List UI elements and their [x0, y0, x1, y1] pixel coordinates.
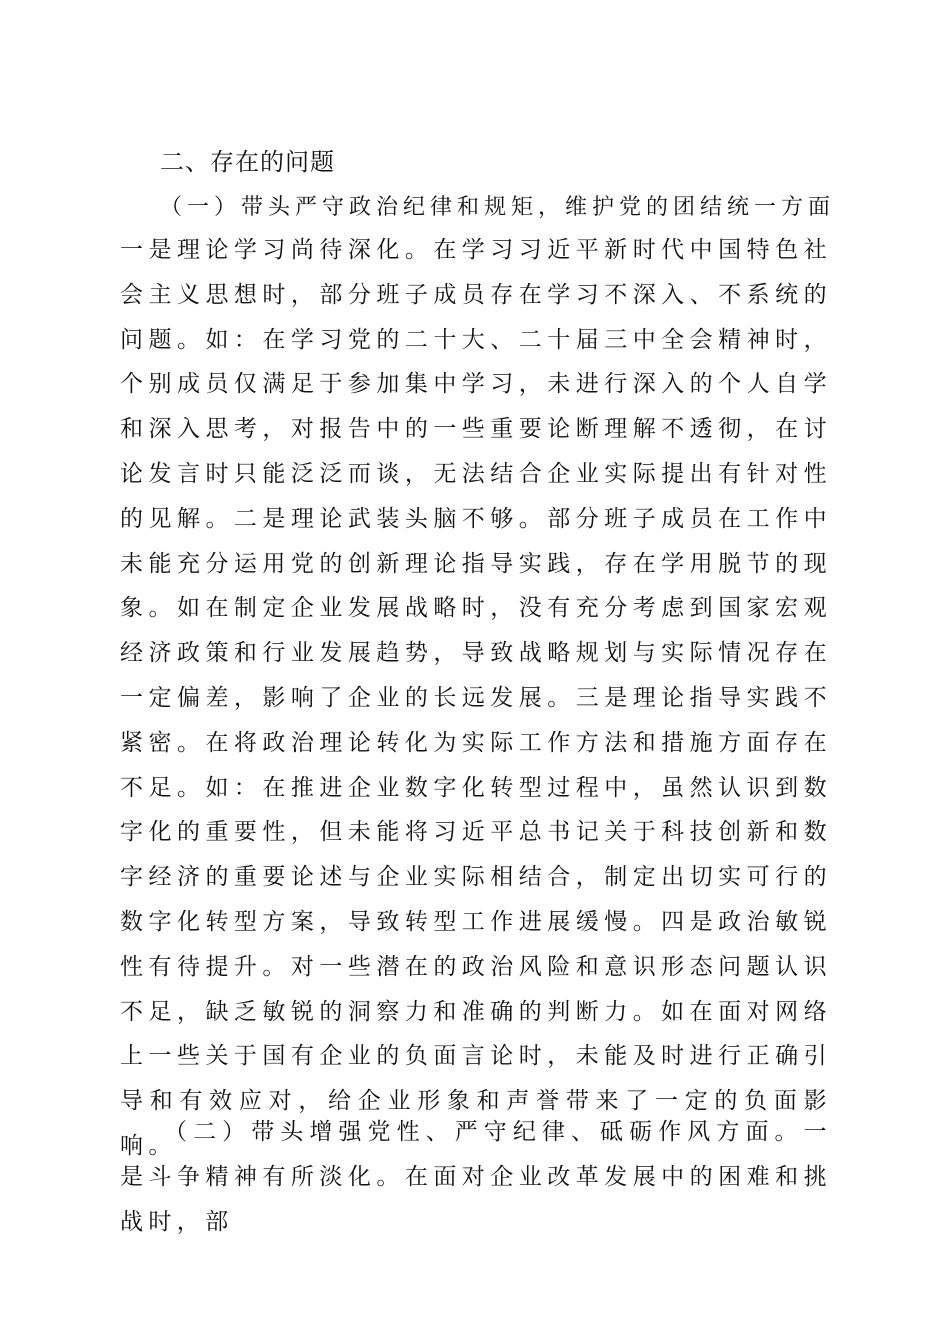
section-heading: 二、存在的问题	[160, 148, 335, 176]
subsection-heading: （一）带头严守政治纪律和规矩，维护党的团结统一方面	[160, 195, 836, 220]
body-paragraph: 一是理论学习尚待深化。在学习习近平新时代中国特色社会主义思想时，部分班子成员存在学习不深入、不系统的问题。如：在学习党的二十大、二十届三中全会精神时，个别成员仅满足于参加集中学习，未进行深入的个人自学和深入思考，对报告中的一些重要论断理解不透彻，在讨论发言时只能泛泛而谈，无法结合企业实际提出有针对性的见解。二是理论武装头脑不够。部分班子成员在工作中未能充分运用党的创新理论指导实践，存在学用脱节的现象。如在制定企业发展战略时，没有充分考虑到国家宏观经济政策和行业发展趋势，导致战略规划与实际情况存在一定偏差，影响了企业的长远发展。三是理论指导实践不紧密。在将政治理论转化为实际工作方法和措施方面存在不足。如：在推进企业数字化转型过程中，虽然认识到数字化的重要性，但未能将习近平总书记关于科技创新和数字经济的重要论述与企业实际相结合，制定出切实可行的数字化转型方案，导致转型工作进展缓慢。四是政治敏锐性有待提升。对一些潜在的政治风险和意识形态问题认识不足，缺乏敏锐的洞察力和准确的判断力。如在面对网络上一些关于国有企业的负面言论时，未能及时进行正确引导和有效应对，给企业形象和声誉带来了一定的负面影响。	[120, 237, 832, 1159]
body-paragraph: （二）带头增强党性、严守纪律、砥砺作风方面。一是斗争精神有所淡化。在面对企业改革发展中的困难和挑战时，部	[120, 1119, 832, 1235]
